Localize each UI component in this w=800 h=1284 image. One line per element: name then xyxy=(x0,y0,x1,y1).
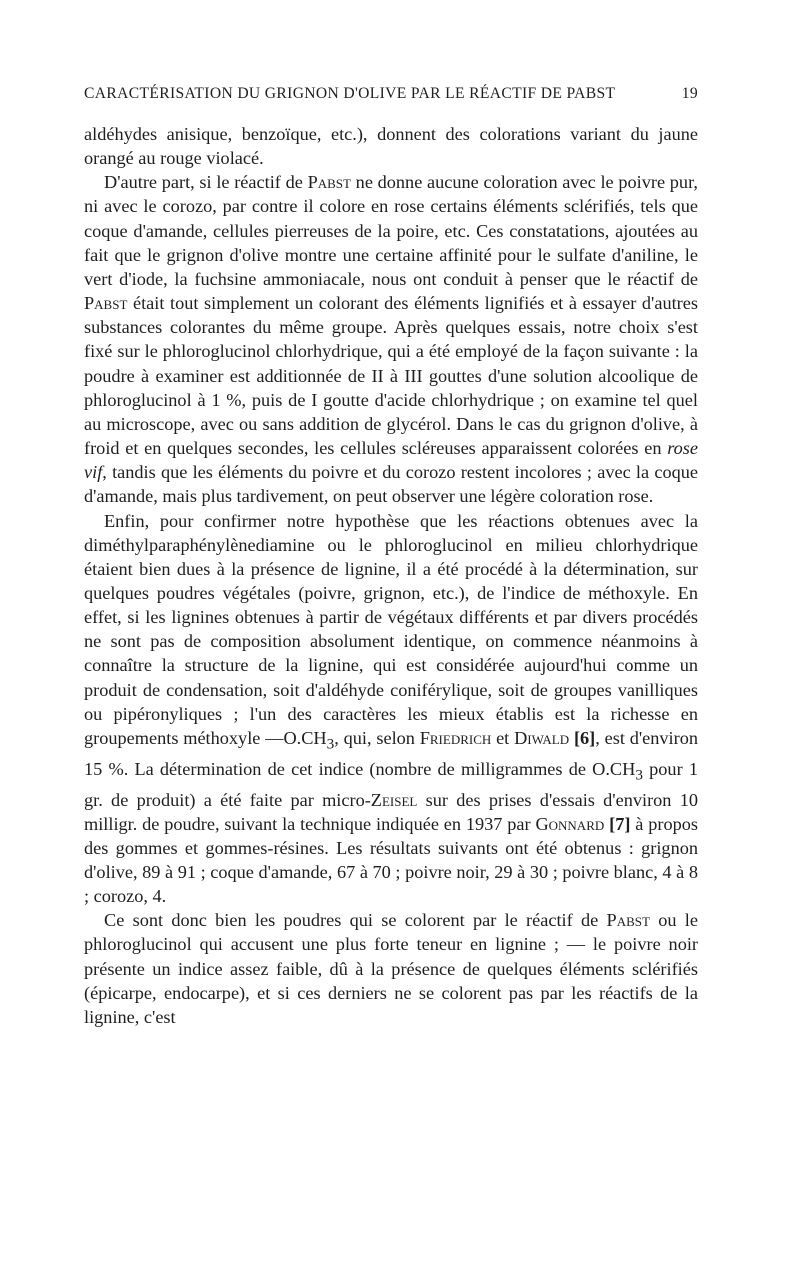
author-name: Pabst xyxy=(606,910,650,931)
text-run: ne donne aucune coloration avec le poivre pur, ni avec le corozo, par contre il colore en rose certains éléments sclérifiés, tels que coque d'amande, cellules pierreuses de la poire, etc. Ces constatations, ajoutées au fait que le grignon d'olive montre une certaine affinité pour le sulfate d'aniline, le vert d'iode, la fuchsine ammoniacale, nous ont conduit à penser que le réactif de xyxy=(84,172,698,289)
author-name: Gonnard xyxy=(535,813,605,834)
running-title: CARACTÉRISATION DU GRIGNON D'OLIVE PAR LE RÉACTIF DE PABST xyxy=(84,85,616,102)
page-number: 19 xyxy=(681,85,698,102)
citation-ref: [6] xyxy=(573,727,596,748)
text-run: à propos des gommes et gommes-résines. Les résultats suivants ont été obtenus : grignon d'olive, 89 à 91 ; coque d'amande, 67 à 70 ; poivre noir, 29 à 30 ; poivre blanc, 4 à 8 ; corozo, 4. xyxy=(84,813,698,907)
emphasis: rose vif xyxy=(84,438,698,483)
author-name: Zeisel xyxy=(370,789,418,810)
text-run: Enfin, pour confirmer notre hypothèse que les réactions obtenues avec la diméthylparaphénylènediamine ou le phloroglucinol en milieu chlorhydrique étaient bien dues à la présence de lignine, il a été procédé à la détermination, sur quelques poudres végétales (poivre, grignon, etc.), de l'indice de méthoxyle. En effet, si les lignines obtenues à partir de végétaux différents et par divers procédés ne sont pas de composition absolument identique, on commence néanmoins à connaître la structure de la lignine, qui est considérée aujourd'hui comme un produit de condensation, soit d'aldéhyde coniférylique, soit de groupes vanilliques ou pipéronyliques ; l'un des caractères les mieux établis est la richesse en groupements méthoxyle —O.CH xyxy=(84,510,698,748)
text-run: ou le phloroglucinol qui accusent une plus forte teneur en lignine ; — le poivre noir présente un indice assez faible, dû à la présence de quelques éléments sclérifiés (épicarpe, endocarpe), et si ces derniers ne se colorent pas par les réactifs de la lignine, c'est xyxy=(84,910,698,1027)
text-run: , est d'environ 15 %. La détermination de cet indice (nombre de milligrammes de O.CH xyxy=(84,727,698,779)
paragraph xyxy=(84,509,698,909)
subscript: 3 xyxy=(326,735,335,753)
author-name: Diwald xyxy=(514,727,570,748)
author-name: Pabst xyxy=(307,172,351,193)
text-run: aldéhydes anisique, benzoïque, etc.), donnent des colorations variant du jaune orangé au rouge violacé. xyxy=(84,124,698,169)
author-name: Friedrich xyxy=(419,727,492,748)
body-text xyxy=(84,122,698,1029)
text-run: , tandis que les éléments du poivre et du corozo restent incolores ; avec la coque d'amande, mais plus tardivement, on peut observer une légère coloration rose. xyxy=(84,462,698,507)
paragraph xyxy=(84,170,698,508)
text-run: et xyxy=(491,727,515,748)
running-header xyxy=(84,84,698,104)
text-run: était tout simplement un colorant des éléments lignifiés et à essayer d'autres substances colorantes du même groupe. Après quelques essais, notre choix s'est fixé sur le phloroglucinol chlorhydrique, qui a été employé de la façon suivante : la poudre à examiner est additionnée de II à III gouttes d'une solution alcoolique de phloroglucinol à 1 %, puis de I goutte d'acide chlorhydrique ; on examine tel quel au microscope, avec ou sans addition de glycérol. Dans le cas du grignon d'olive, à froid et en quelques secondes, les cellules scléreuses apparaissent colorées en xyxy=(84,293,698,459)
subscript: 3 xyxy=(635,766,643,784)
page xyxy=(84,84,698,1029)
text-run: , qui, selon xyxy=(334,727,420,748)
text-run: D'autre part, si le réactif de xyxy=(104,172,308,193)
citation-ref: [7] xyxy=(609,813,631,834)
paragraph xyxy=(84,908,698,1029)
author-name: Pabst xyxy=(84,293,128,314)
text-run: Ce sont donc bien les poudres qui se colorent par le réactif de xyxy=(104,910,607,931)
text-run: sur des prises d'essais d'environ 10 milligr. de poudre, suivant la technique indiquée en 1937 par xyxy=(84,789,698,834)
text-run: pour 1 gr. de produit) a été faite par micro- xyxy=(84,758,698,810)
paragraph xyxy=(84,122,698,170)
